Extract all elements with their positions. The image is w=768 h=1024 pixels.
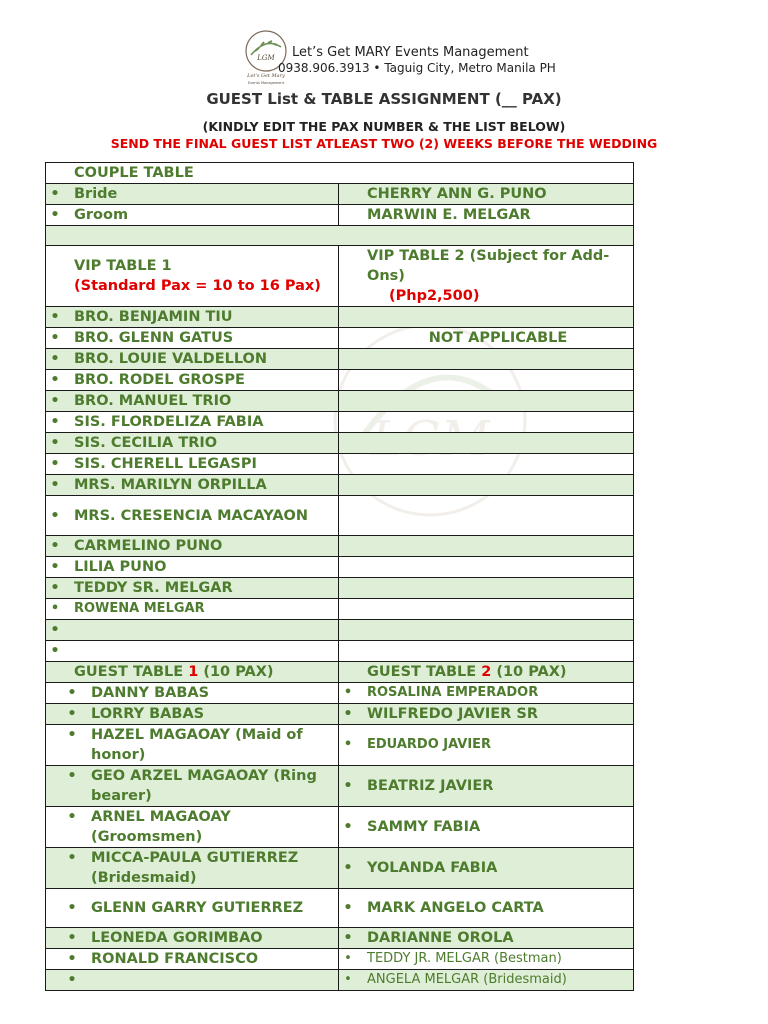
company-name: Let’s Get MARY Events Management: [292, 45, 529, 60]
vip1-guest: • BRO. MANUEL TRIO: [74, 391, 334, 411]
guest1-guest: • HAZEL MAGAOAY (Maid of honor): [91, 725, 334, 765]
vip1-guest: • LILIA PUNO: [74, 557, 334, 577]
guest2-guest: • DARIANNE OROLA: [367, 928, 629, 948]
vip1-guest: • SIS. FLORDELIZA FABIA: [74, 412, 334, 432]
guest1-guest: • MICCA-PAULA GUTIERREZ (Bridesmaid): [91, 848, 334, 888]
edit-instruction: (KINDLY EDIT THE PAX NUMBER & THE LIST BELOW): [202, 119, 566, 134]
vip1-guest: • SIS. CHERELL LEGASPI: [74, 454, 334, 474]
vip1-guest: • BRO. BENJAMIN TIU: [74, 307, 334, 327]
guest-table-1-number: 1: [188, 664, 199, 680]
guest1-guest-empty: [91, 970, 334, 990]
guest1-guest: • DANNY BABAS: [91, 683, 334, 703]
groom-label: • Groom: [74, 205, 334, 225]
guest1-guest: • GLENN GARRY GUTIERREZ: [91, 898, 334, 918]
guest-table-2-heading: GUEST TABLE 2 (10 PAX): [339, 662, 634, 683]
groom-name: MARWIN E. MELGAR: [339, 205, 634, 226]
guest2-guest: • ANGELA MELGAR (Bridesmaid): [367, 970, 629, 990]
vip1-guest: • BRO. GLENN GATUS: [74, 328, 334, 348]
guest2-guest: • TEDDY JR. MELGAR (Bestman): [367, 949, 629, 969]
vip1-guest: • SIS. CECILIA TRIO: [74, 433, 334, 453]
vip1-guest-empty: [74, 641, 334, 661]
guest2-guest: • ROSALINA EMPERADOR: [367, 683, 629, 703]
company-logo: [243, 29, 289, 89]
bride-name: CHERRY ANN G. PUNO: [339, 184, 634, 205]
guest-table-sheet: [45, 162, 634, 991]
guest1-guest: • RONALD FRANCISCO: [91, 949, 334, 969]
svg-text:Events Management: Events Management: [247, 81, 285, 85]
company-contact: 0938.906.3913 • Taguig City, Metro Manila PH: [278, 61, 556, 75]
guest2-guest: • WILFREDO JAVIER SR: [367, 704, 629, 724]
guest2-guest: • YOLANDA FABIA: [367, 858, 629, 878]
vip1-guest: • CARMELINO PUNO: [74, 536, 334, 556]
guest1-guest: • ARNEL MAGAOAY (Groomsmen): [91, 807, 334, 847]
vip1-guest: • ROWENA MELGAR: [74, 599, 334, 619]
svg-text:LGM: LGM: [257, 54, 275, 62]
bride-label: • Bride: [74, 184, 334, 204]
vip1-guest: • TEDDY SR. MELGAR: [74, 578, 334, 598]
couple-table-heading: COUPLE TABLE: [46, 163, 634, 184]
guest1-guest: • GEO ARZEL MAGAOAY (Ring bearer): [91, 766, 334, 806]
guest1-guest: • LEONEDA GORIMBAO: [91, 928, 334, 948]
deadline-notice: SEND THE FINAL GUEST LIST ATLEAST TWO (2) WEEKS BEFORE THE WEDDING: [110, 136, 658, 151]
vip1-guest: • BRO. RODEL GROSPE: [74, 370, 334, 390]
vip1-guest: • MRS. MARILYN ORPILLA: [74, 475, 334, 495]
guest2-guest: • BEATRIZ JAVIER: [367, 776, 629, 796]
vip-table-1-heading: VIP TABLE 1: [74, 258, 172, 274]
guest-table-2-number: 2: [481, 664, 492, 680]
spacer-row: [46, 226, 634, 246]
guest1-guest: • LORRY BABAS: [91, 704, 334, 724]
vip-table-2-status: NOT APPLICABLE: [339, 328, 634, 349]
guest2-guest: • MARK ANGELO CARTA: [367, 898, 629, 918]
guest2-guest: • SAMMY FABIA: [367, 817, 629, 837]
vip-table-1-note: (Standard Pax = 10 to 16 Pax): [74, 278, 321, 294]
vip-table-2-heading: VIP TABLE 2 (Subject for Add-Ons): [367, 248, 610, 284]
vip1-guest-empty: [74, 620, 334, 640]
guest2-guest: • EDUARDO JAVIER: [367, 735, 629, 755]
page-title: GUEST List & TABLE ASSIGNMENT (__ PAX): [206, 90, 562, 108]
svg-text:Let's Get Mary: Let's Get Mary: [247, 73, 285, 79]
vip1-guest: • MRS. CRESENCIA MACAYAON: [74, 506, 334, 526]
guest-table-1-heading: GUEST TABLE 1 (10 PAX): [46, 662, 339, 683]
vip1-guest: • BRO. LOUIE VALDELLON: [74, 349, 334, 369]
vip-table-2-price: (Php2,500): [389, 288, 480, 304]
